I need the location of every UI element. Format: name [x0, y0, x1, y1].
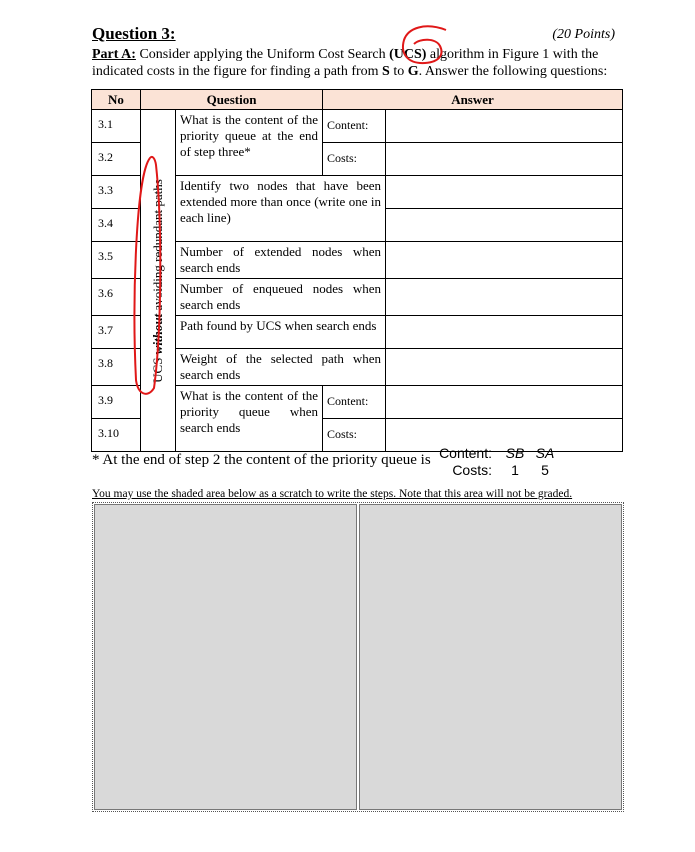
row-number: 3.5	[92, 242, 141, 279]
queue-cost-value: 1	[511, 462, 519, 478]
content-label: Content:	[323, 110, 386, 143]
queue-content-value: SA	[535, 445, 555, 461]
row-number: 3.2	[92, 143, 141, 176]
row-number: 3.10	[92, 419, 141, 452]
answer-field[interactable]	[386, 242, 623, 279]
queue-cost-value: 5	[541, 462, 549, 478]
scratch-area	[92, 502, 624, 812]
table-header-row	[92, 90, 623, 110]
answer-field[interactable]	[386, 110, 623, 143]
answer-field[interactable]	[386, 209, 623, 242]
intro-text-3: . Answer the following questions:	[418, 64, 608, 79]
answer-field[interactable]	[386, 279, 623, 316]
question-text: What is the content of the priority queue at the end of step three*	[176, 110, 323, 176]
answer-field[interactable]	[386, 316, 623, 349]
answer-field[interactable]	[386, 349, 623, 386]
intro-to: to	[389, 64, 408, 79]
queue-content-row	[428, 445, 560, 462]
queue-costs-label: Costs:	[452, 462, 492, 478]
footnote: * At the end of step 2 the content of the priority queue is	[92, 452, 431, 468]
costs-label: Costs:	[323, 143, 386, 176]
header-no: No	[92, 90, 141, 110]
intro-ucs: (UCS)	[389, 47, 427, 62]
row-number: 3.7	[92, 316, 141, 349]
header-answer: Answer	[323, 90, 623, 110]
header-question: Question	[141, 90, 323, 110]
scratch-pane-right[interactable]	[359, 504, 622, 810]
answer-field[interactable]	[386, 176, 623, 209]
answer-field[interactable]	[386, 386, 623, 419]
question-text: Number of extended nodes when search ends	[176, 242, 386, 279]
content-label: Content:	[323, 386, 386, 419]
table-row	[92, 110, 623, 143]
points-label: (20 Points)	[552, 27, 615, 42]
side-label-cell	[141, 110, 176, 452]
costs-label: Costs:	[323, 419, 386, 452]
queue-example	[428, 445, 560, 479]
question-title: Question 3:	[92, 24, 176, 43]
scratch-pane-left[interactable]	[94, 504, 357, 810]
intro-text-2: algorithm in Figure 1 with the indicated costs in the figure for finding a path from	[92, 47, 599, 79]
intro-goal-node: G	[407, 64, 419, 79]
row-number: 3.8	[92, 349, 141, 386]
row-number: 3.3	[92, 176, 141, 209]
queue-content-label: Content:	[439, 445, 492, 461]
intro-text-1: Consider applying the Uniform Cost Search	[135, 47, 390, 62]
question-text: Path found by UCS when search ends	[176, 316, 386, 349]
row-number: 3.4	[92, 209, 141, 242]
question-table	[91, 89, 623, 452]
row-number: 3.9	[92, 386, 141, 419]
question-intro	[92, 46, 627, 80]
question-text: What is the content of the priority queue when search ends	[176, 386, 323, 452]
row-number: 3.1	[92, 110, 141, 143]
side-label: UCS without avoiding redundant paths	[150, 178, 165, 383]
scratch-instructions: You may use the shaded area below as a scratch to write the steps. Note that this area will not be graded.	[92, 488, 573, 500]
part-label: Part A:	[92, 47, 136, 62]
intro-start-node: S	[382, 64, 390, 79]
question-text: Identify two nodes that have been extended more than once (write one in each line)	[176, 176, 386, 242]
row-number: 3.6	[92, 279, 141, 316]
question-text: Weight of the selected path when search ends	[176, 349, 386, 386]
question-text: Number of enqueued nodes when search ends	[176, 279, 386, 316]
queue-content-value: SB	[505, 445, 525, 461]
queue-costs-row	[428, 462, 560, 479]
answer-field[interactable]	[386, 143, 623, 176]
